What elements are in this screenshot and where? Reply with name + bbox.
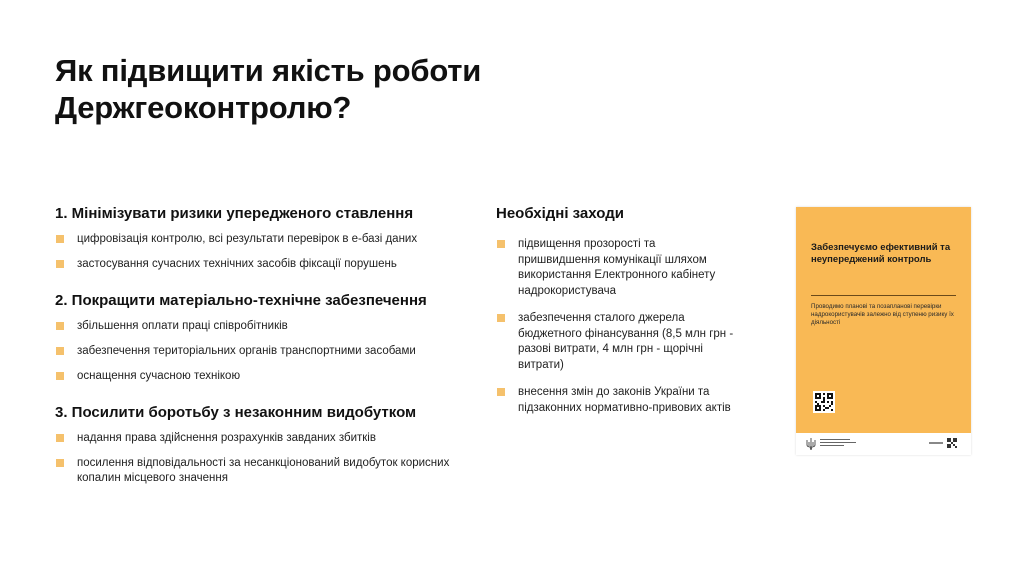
title-line-2: Держгеоконтролю?: [55, 90, 352, 125]
title-line-1: Як підвищити якість роботи: [55, 53, 482, 88]
list-item-text: підвищення прозорості та пришвидшення комунікації шляхом використання Електронного кабінету надрокористувача: [518, 238, 716, 297]
measures-heading: Необхідні заходи: [496, 205, 624, 222]
bullet-square-icon: [56, 235, 64, 243]
goal-heading-2: 2. Покращити матеріально-технічне забезпечення: [55, 292, 427, 309]
goal-heading-3: 3. Посилити боротьбу з незаконним видобутком: [55, 404, 417, 421]
qr-code-icon: [947, 438, 957, 448]
goal-section-3: [55, 404, 475, 486]
list-item: [55, 369, 475, 384]
goal-heading-1: 1. Мінімізувати ризики упередженого ставлення: [55, 205, 414, 222]
goal-list-1: [55, 232, 475, 272]
bullet-square-icon: [56, 434, 64, 442]
list-item: [55, 456, 475, 486]
goal-section-1: [55, 205, 475, 272]
list-item-text: внесення змін до законів України та підзаконних нормативно-привових актів: [518, 386, 731, 414]
list-item-text: оснащення сучасною технікою: [77, 370, 241, 382]
goals-column: [55, 205, 475, 506]
list-item-text: цифровізація контролю, всі результати перевірок в е-базі даних: [77, 233, 418, 245]
poster-divider: [811, 295, 956, 296]
list-item: [496, 385, 736, 416]
measures-column: [496, 205, 736, 428]
page-title: [55, 52, 481, 126]
list-item-text: забезпечення територіальних органів транспортними засобами: [77, 345, 416, 357]
goal-list-3: [55, 431, 475, 486]
list-item: [496, 237, 736, 299]
qr-code-icon: [813, 391, 835, 413]
bullet-square-icon: [497, 240, 505, 248]
list-item: [55, 431, 475, 446]
bullet-square-icon: [56, 347, 64, 355]
bullet-square-icon: [56, 459, 64, 467]
list-item-text: забезпечення сталого джерела бюджетного фінансування (8,5 млн грн - разові витрати, 4 млн грн - щорічні витрати): [518, 312, 734, 371]
measures-list: [496, 237, 736, 416]
bullet-square-icon: [497, 388, 505, 396]
list-item: [55, 232, 475, 247]
bullet-square-icon: [56, 260, 64, 268]
footer-logo-text: [820, 439, 860, 446]
list-item-text: збільшення оплати праці співробітників: [77, 320, 288, 332]
goal-section-2: [55, 292, 475, 384]
poster-subtitle: Проводимо планові та позапланові перевірки надрокористувачів залежно від ступеню ризику їх діяльності: [811, 303, 954, 326]
bullet-square-icon: [56, 372, 64, 380]
poster-title: Забезпечуємо ефективний та неупереджений контроль: [811, 242, 951, 265]
list-item: [55, 257, 475, 272]
list-item-text: застосування сучасних технічних засобів фіксації порушень: [77, 258, 397, 270]
list-item: [55, 344, 475, 359]
list-item: [55, 319, 475, 334]
footer-link-text: [929, 442, 943, 444]
trident-icon: [806, 438, 816, 450]
bullet-square-icon: [56, 322, 64, 330]
poster-footer: [796, 433, 971, 455]
bullet-square-icon: [497, 314, 505, 322]
list-item: [496, 311, 736, 373]
goal-list-2: [55, 319, 475, 384]
list-item-text: надання права здійснення розрахунків завданих збитків: [77, 432, 376, 444]
poster: [796, 207, 971, 455]
list-item-text: посилення відповідальності за несанкціонований видобуток корисних копалин місцевого значення: [77, 457, 450, 484]
